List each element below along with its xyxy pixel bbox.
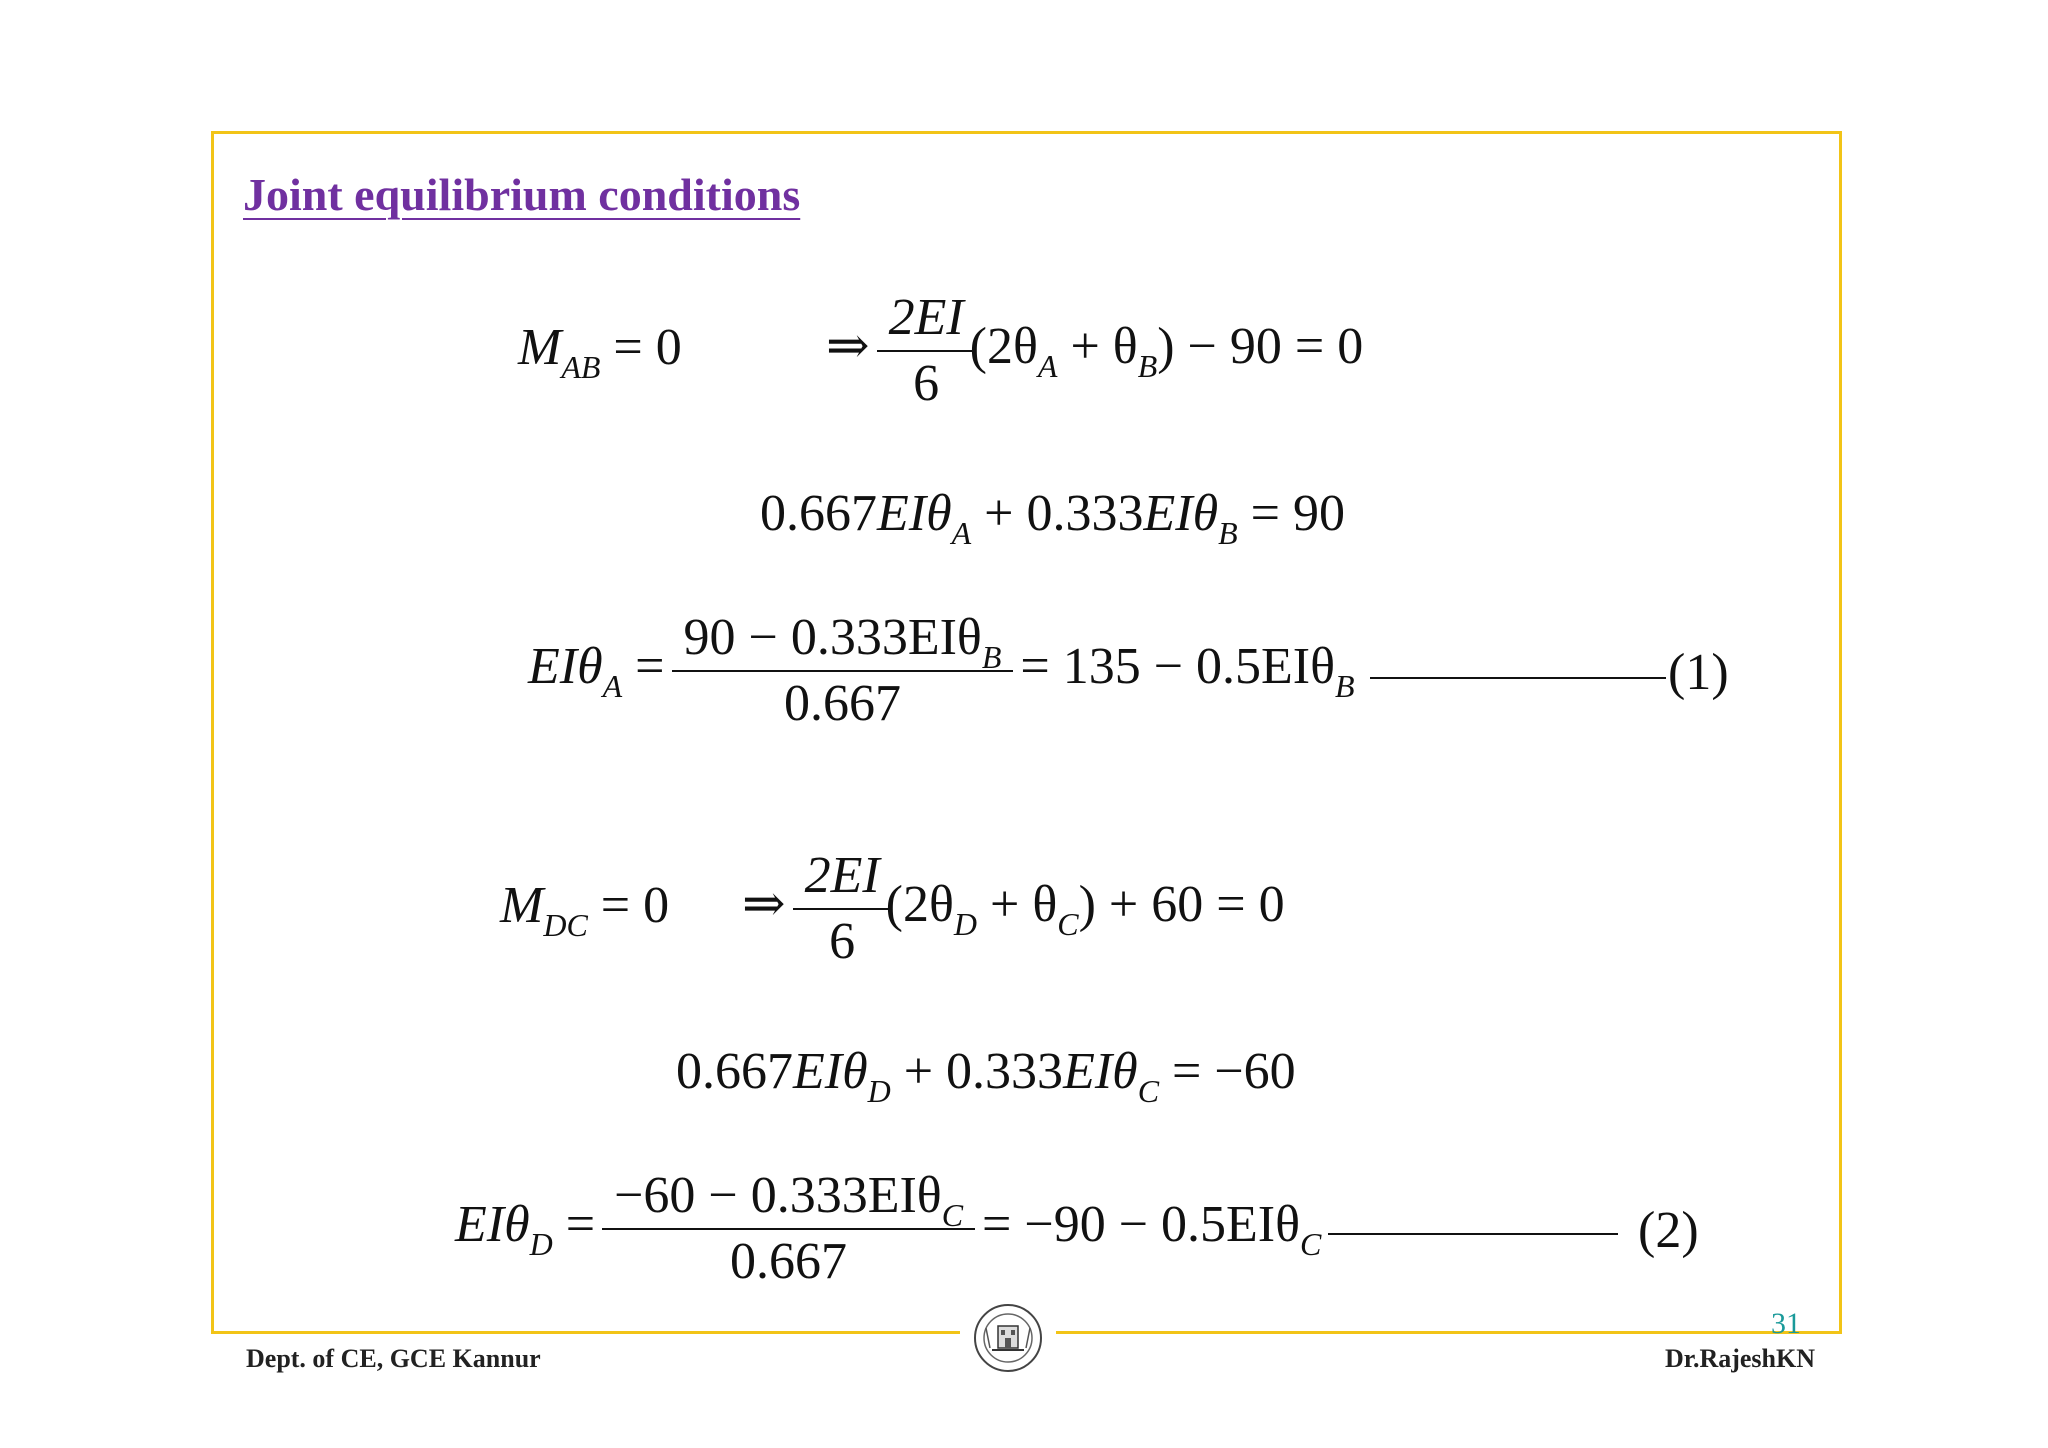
eq6-num: −60 − 0.333EIθ [614,1167,942,1224]
eq3-num-sub: B [981,639,1002,675]
eq3-den: 0.667 [672,670,1014,730]
footer-department: Dept. of CE, GCE Kannur [246,1344,541,1373]
eq3-num-wrap [678,609,1008,675]
eq4-sub-b: C [1057,905,1079,942]
eq2-sub1: A [951,515,972,551]
eq1-sub-b: B [1137,347,1158,384]
eq4-den: 6 [793,908,892,968]
eq1-fraction [883,289,970,412]
eq6-rhs-sub: C [1300,1225,1322,1262]
eq4-plus: + θ [977,875,1058,933]
eq3-lhs-sub: A [602,667,623,704]
eq1-den: 6 [877,350,976,410]
eq4-m: M [500,877,544,934]
eq6-fraction [608,1167,969,1290]
eq3-num: 90 − 0.333EIθ [683,609,982,666]
slide-title: Joint equilibrium conditions [243,169,801,220]
eq3-lhs: EIθ [528,637,603,695]
equation-expanded-2 [676,1043,1296,1109]
equation-number-2: (2) [1638,1202,1699,1259]
eq1-zero: = 0 [613,319,682,376]
equation-expanded-1 [760,485,1345,551]
eq2-b: EIθ [877,485,952,542]
eq3-rhs: = 135 − 0.5EIθ [1007,637,1336,695]
equation-ei-theta-a [528,609,1355,732]
eq4-zero: = 0 [600,877,670,934]
eq1-plus: + θ [1057,317,1138,375]
eq1-num: 2EI [888,289,964,346]
eq4-tail: ) + 60 = 0 [1078,875,1285,933]
eq1-tail: ) − 90 = 0 [1157,317,1364,375]
eq3-rhs-sub: B [1335,667,1355,704]
equation-m-dc-rhs [742,847,1285,970]
eq4-m-sub: DC [543,907,588,943]
eq3-fraction [678,609,1008,732]
eq5-sub2: C [1137,1073,1160,1109]
eq5-e: = −60 [1159,1043,1296,1100]
eq6-rhs: = −90 − 0.5EIθ [969,1195,1301,1253]
eq4-arrow: ⇒ [742,875,786,933]
equation-m-ab-rhs [826,289,1364,412]
eq6-den: 0.667 [602,1228,975,1288]
eq1-arrow: ⇒ [826,317,870,375]
eq6-num-wrap [608,1167,969,1233]
eq2-e: = 90 [1237,485,1345,542]
footer-author: Dr.RajeshKN [1665,1344,1815,1373]
page-number: 31 [1771,1307,1801,1340]
equation-ei-theta-d [455,1167,1322,1290]
eq5-sub1: D [867,1073,891,1109]
eq2-a: 0.667 [760,485,877,542]
eq4-num: 2EI [804,847,880,904]
eq1-leader-line [1370,677,1666,679]
eq2-sub2: B [1218,515,1238,551]
eq2-leader-line [1328,1233,1618,1235]
eq4-sub-a: D [953,905,978,942]
eq4-paren: (2θ [885,875,954,933]
eq6-lhs-sub: D [529,1225,553,1262]
eq5-d: EIθ [1063,1043,1138,1100]
eq2-d: EIθ [1143,485,1219,542]
eq1-paren: (2θ [969,317,1038,375]
eq1-m: M [518,319,562,376]
eq5-b: EIθ [793,1043,868,1100]
eq5-a: 0.667 [676,1043,793,1100]
eq1-sub-a: A [1037,347,1058,384]
eq1-m-sub: AB [561,349,601,385]
equation-m-dc [500,877,670,943]
eq6-eq: = [552,1195,609,1253]
equation-m-ab [518,319,682,385]
equation-number-1: (1) [1668,644,1729,701]
eq3-eq: = [622,637,678,695]
eq6-num-sub: C [941,1197,964,1233]
eq4-fraction [799,847,886,970]
college-emblem-icon [972,1302,1044,1374]
eq6-lhs: EIθ [455,1195,530,1253]
eq2-c: + 0.333 [971,485,1144,542]
eq5-c: + 0.333 [890,1043,1064,1100]
